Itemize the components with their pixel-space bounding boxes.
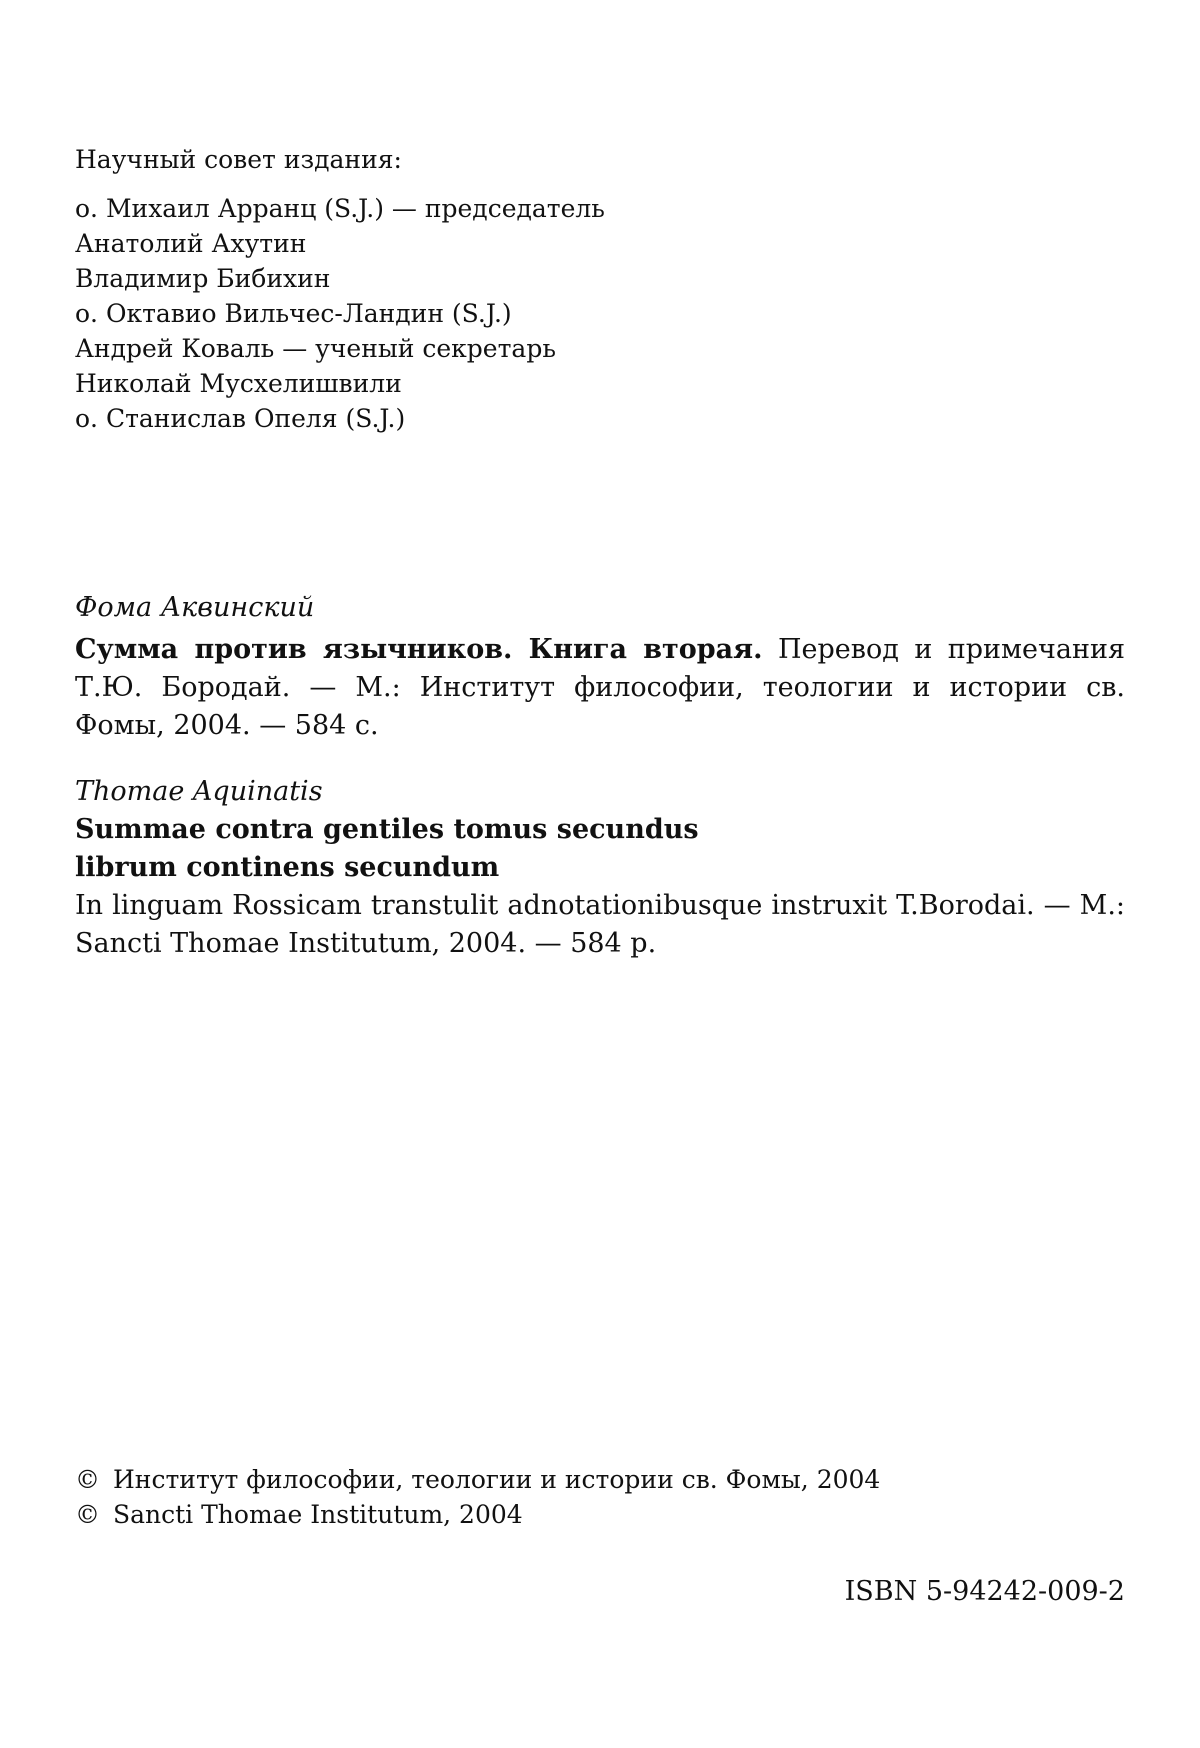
citation-text-ru: [75, 631, 1125, 745]
copyright-block: [75, 1462, 1125, 1532]
copyright-holder: Sancti Thomae Institutum, 2004: [113, 1500, 523, 1529]
board-member: Владимир Бибихин: [75, 264, 331, 293]
citation-author-la: Thomae Aquinatis: [75, 776, 323, 807]
copyright-icon: ©: [75, 1465, 100, 1494]
board-member: о. Михаил Арранц (S.J.) — председатель: [75, 194, 605, 223]
board-heading: Научный совет издания:: [75, 145, 402, 174]
scientific-board: [75, 142, 1125, 436]
board-member: о. Станислав Опеля (S.J.): [75, 404, 406, 433]
citation-author-ru: Фома Аквинский: [75, 592, 315, 623]
citation-details-ru: Перевод и примечания Т.Ю. Бородай. — М.: Институт философии, теологии и истории св. Фомы, 2004. — 584 с.: [75, 634, 1126, 741]
citation-latin: [75, 773, 1125, 963]
board-member-list: [75, 191, 1125, 436]
copyright-holder: Институт философии, теологии и истории св. Фомы, 2004: [113, 1465, 881, 1494]
board-member: Андрей Коваль — ученый секретарь: [75, 334, 556, 363]
copyright-line: [75, 1497, 1125, 1532]
board-member: Николай Мусхелишвили: [75, 369, 402, 398]
board-member: Анатолий Ахутин: [75, 229, 307, 258]
citation-title-la-line1: Summae contra gentiles tomus secundus: [75, 814, 699, 845]
copyright-line: [75, 1462, 1125, 1497]
board-member: о. Октавио Вильчес-Ландин (S.J.): [75, 299, 512, 328]
citation-title-la-line2: librum continens secundum: [75, 852, 500, 883]
isbn: ISBN 5-94242-009-2: [844, 1576, 1125, 1607]
copyright-icon: ©: [75, 1500, 100, 1529]
citation-russian: [75, 589, 1125, 745]
citation-title-ru: Сумма против язычников. Книга вторая.: [75, 634, 763, 665]
citation-details-la: In linguam Rossicam transtulit adnotationibusque instruxit T.Borodai. — M.: Sancti Thomae Institutum, 2004. — 584 p.: [75, 890, 1125, 959]
